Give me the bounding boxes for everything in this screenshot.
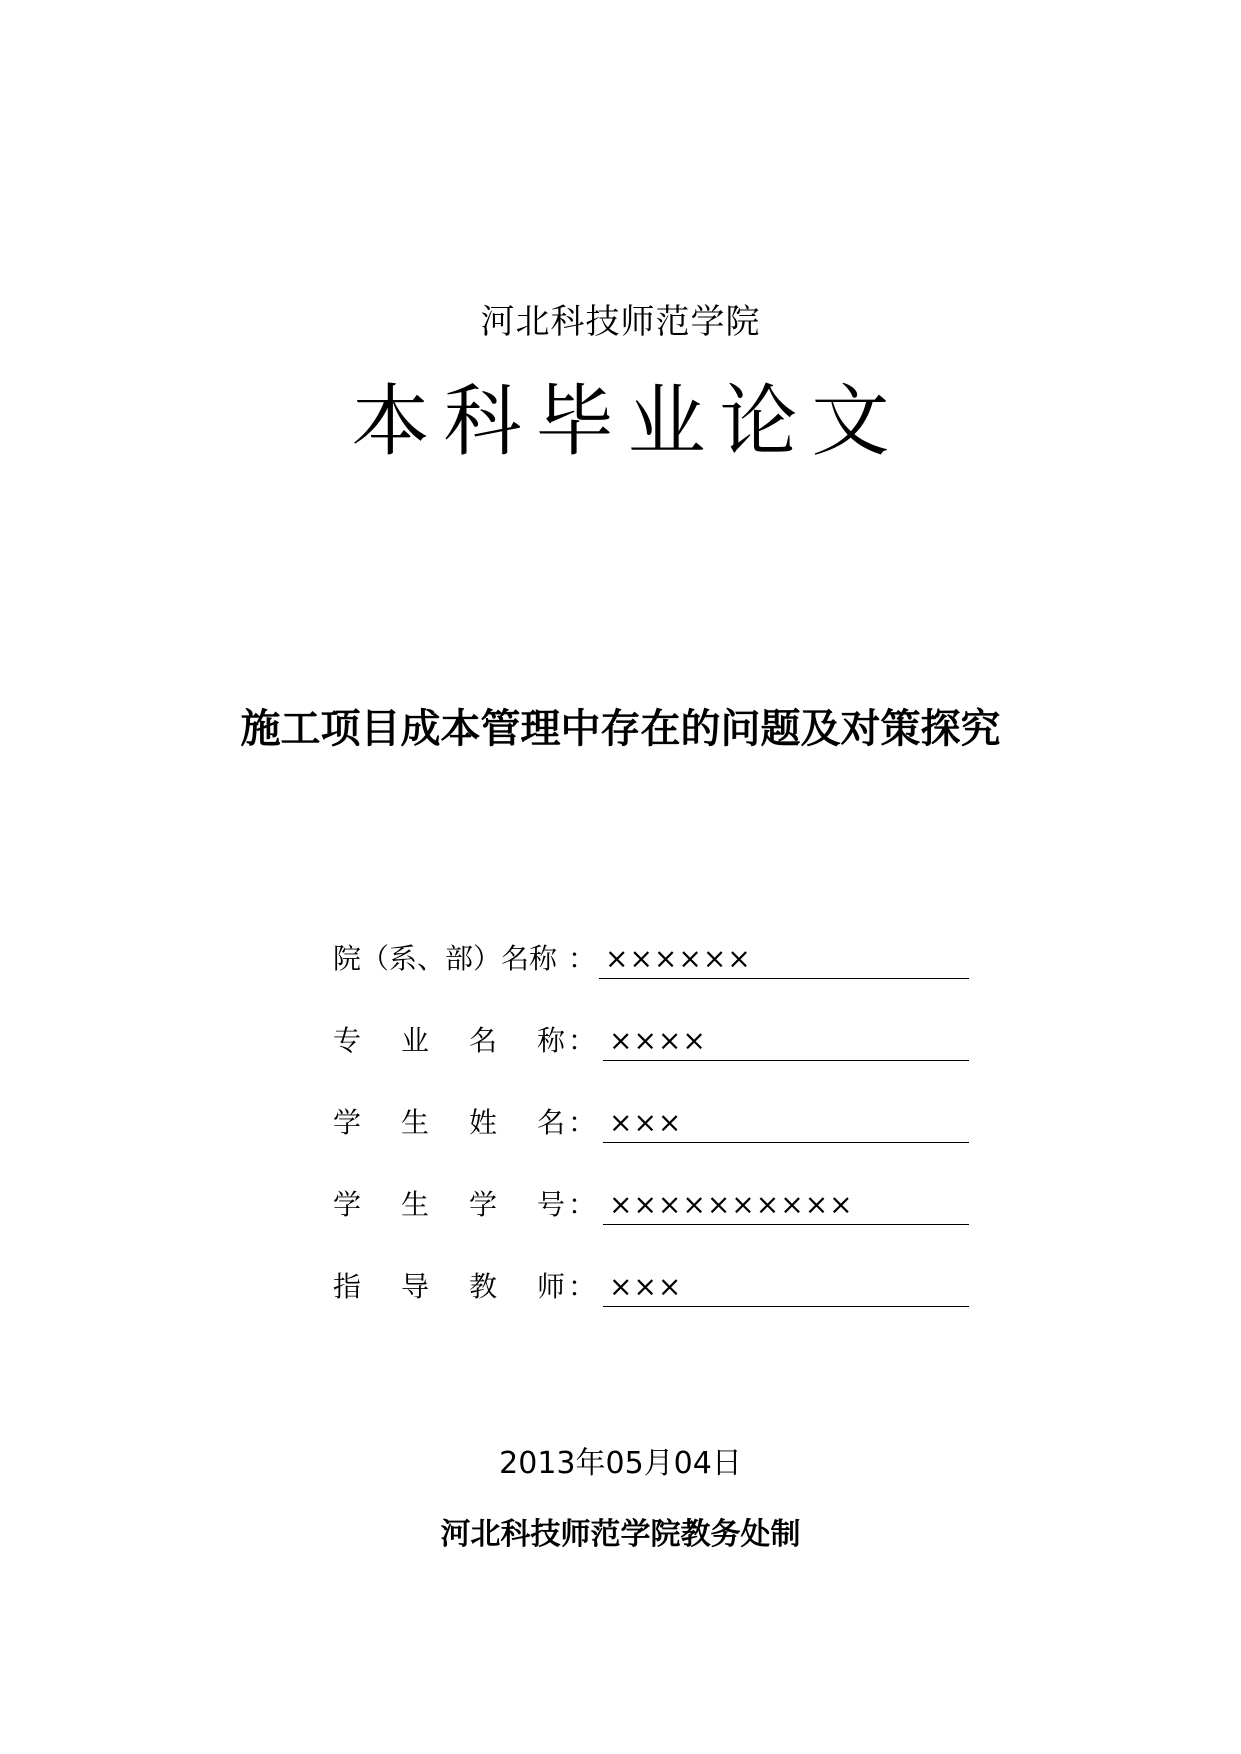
info-label-colon: ： [567,1106,596,1139]
info-row-student-name [333,1099,973,1181]
thesis-title: 施工项目成本管理中存在的问题及对策探究 [240,706,1001,752]
info-label-advisor [333,1263,599,1311]
document-type-heading: 本科毕业论文 [351,377,904,467]
info-label-colon: ： [567,1188,596,1221]
info-label-student-name [333,1099,599,1147]
info-row-major [333,1017,973,1099]
info-label-text: 学 生 姓 名 [333,1106,565,1139]
info-label-department [333,935,599,983]
info-value-department: ×××××× [599,935,969,979]
info-label-text: 专 业 名 称 [333,1024,565,1057]
info-label-student-id [333,1181,599,1229]
info-label-major [333,1017,599,1065]
info-value-student-name: ××× [603,1099,969,1143]
info-label-text: 学 生 学 号 [333,1188,565,1221]
info-value-major: ×××× [603,1017,969,1061]
university-name: 河北科技师范学院 [480,302,761,342]
info-value-student-id: ×××××××××× [603,1181,969,1225]
info-label-text: 指 导 教 师 [333,1270,565,1303]
info-row-advisor [333,1263,973,1345]
issuing-office: 河北科技师范学院教务处制 [440,1517,801,1552]
info-label-text: 院（系、部）名称 [333,942,558,975]
info-value-advisor: ××× [603,1263,969,1307]
info-row-department [333,935,973,1017]
info-label-colon: ： [567,1024,596,1057]
info-label-colon: ： [567,1270,596,1303]
submission-date: 2013年05月04日 [499,1446,742,1481]
student-info-block [333,935,973,1345]
info-label-colon: ： [567,942,596,975]
info-row-student-id [333,1181,973,1263]
